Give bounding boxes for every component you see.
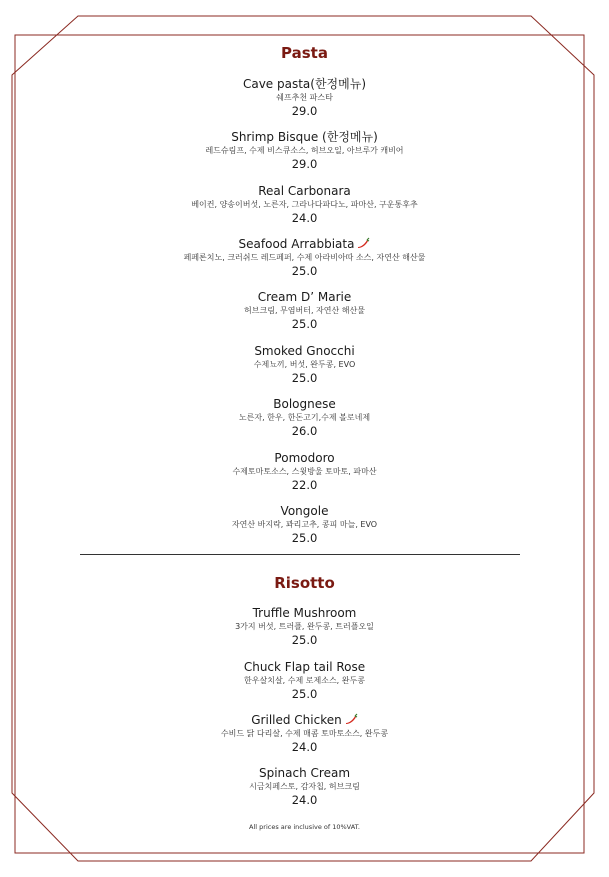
item-price: 25.0	[291, 633, 318, 647]
menu-item	[0, 77, 609, 119]
menu-item	[0, 451, 609, 493]
menu-item	[0, 184, 609, 226]
item-desc: 수비드 닭 다리살, 수제 매콤 토마토소스, 완두콩	[220, 729, 389, 738]
item-name: Spinach Cream	[258, 766, 351, 780]
item-price: 24.0	[291, 793, 318, 807]
menu-item	[0, 713, 609, 755]
item-price: 25.0	[291, 687, 318, 701]
vat-footnote: All prices are inclusive of 10%VAT.	[249, 823, 360, 831]
item-price: 24.0	[291, 740, 318, 754]
menu-item	[0, 606, 609, 648]
chili-pepper-icon	[356, 237, 370, 249]
section-title-pasta: Pasta	[281, 44, 328, 62]
item-name: Pomodoro	[274, 451, 335, 465]
item-price: 25.0	[291, 371, 318, 385]
item-desc: 한우살치살, 수제 로제소스, 완두콩	[244, 676, 365, 685]
item-price: 22.0	[291, 478, 318, 492]
item-name: Shrimp Bisque (한정메뉴)	[231, 130, 378, 144]
menu-item	[0, 766, 609, 808]
menu-item	[0, 237, 609, 279]
item-name: Smoked Gnocchi	[254, 344, 355, 358]
item-desc: 레드슈림프, 수제 비스큐소스, 허브오일, 아브루가 캐비어	[205, 146, 404, 155]
item-price: 26.0	[291, 424, 318, 438]
item-name: Bolognese	[273, 397, 336, 411]
item-price: 24.0	[291, 211, 318, 225]
item-name: Cave pasta(한정메뉴)	[242, 77, 367, 91]
item-desc: 페페론치노, 크러쉬드 레드페퍼, 수제 아라비아따 소스, 자연산 해산물	[183, 253, 426, 262]
item-desc: 3가지 버섯, 트러플, 완두콩, 트러플오일	[235, 622, 374, 631]
item-name: Grilled Chicken	[251, 713, 342, 727]
item-desc: 시금치페스토, 감자칩, 허브크림	[249, 782, 360, 791]
item-desc: 자연산 바지락, 꽈리고추, 콩피 마늘, EVO	[231, 520, 378, 529]
item-desc: 쉐프추천 파스타	[276, 93, 333, 102]
item-desc: 베이컨, 양송이버섯, 노른자, 그라나다파다노, 파마산, 구운통후추	[191, 200, 418, 209]
item-desc: 허브크림, 무염버터, 자연산 해산물	[244, 306, 365, 315]
item-price: 25.0	[291, 317, 318, 331]
chili-pepper-icon	[344, 713, 358, 725]
menu-item	[0, 290, 609, 332]
item-price: 25.0	[291, 531, 318, 545]
item-price: 25.0	[291, 264, 318, 278]
item-name: Real Carbonara	[258, 184, 351, 198]
item-name: Truffle Mushroom	[252, 606, 357, 620]
menu-item	[0, 504, 609, 546]
item-price: 29.0	[291, 157, 318, 171]
item-desc: 노른자, 한우, 한돈고기,수제 볼로네제	[238, 413, 371, 422]
section-title-risotto: Risotto	[274, 574, 335, 592]
item-name: Vongole	[280, 504, 329, 518]
menu-item	[0, 344, 609, 386]
item-price: 29.0	[291, 104, 318, 118]
item-name: Cream D’ Marie	[257, 290, 352, 304]
menu-item	[0, 660, 609, 702]
item-desc: 수제토마토소스, 스윗방울 토마토, 파마산	[232, 467, 377, 476]
item-name: Chuck Flap tail Rose	[243, 660, 366, 674]
section-divider	[80, 554, 520, 555]
menu-item	[0, 397, 609, 439]
menu-item	[0, 130, 609, 172]
item-name: Seafood Arrabbiata	[238, 237, 355, 251]
item-desc: 수제뇨끼, 버섯, 완두콩, EVO	[253, 360, 356, 369]
